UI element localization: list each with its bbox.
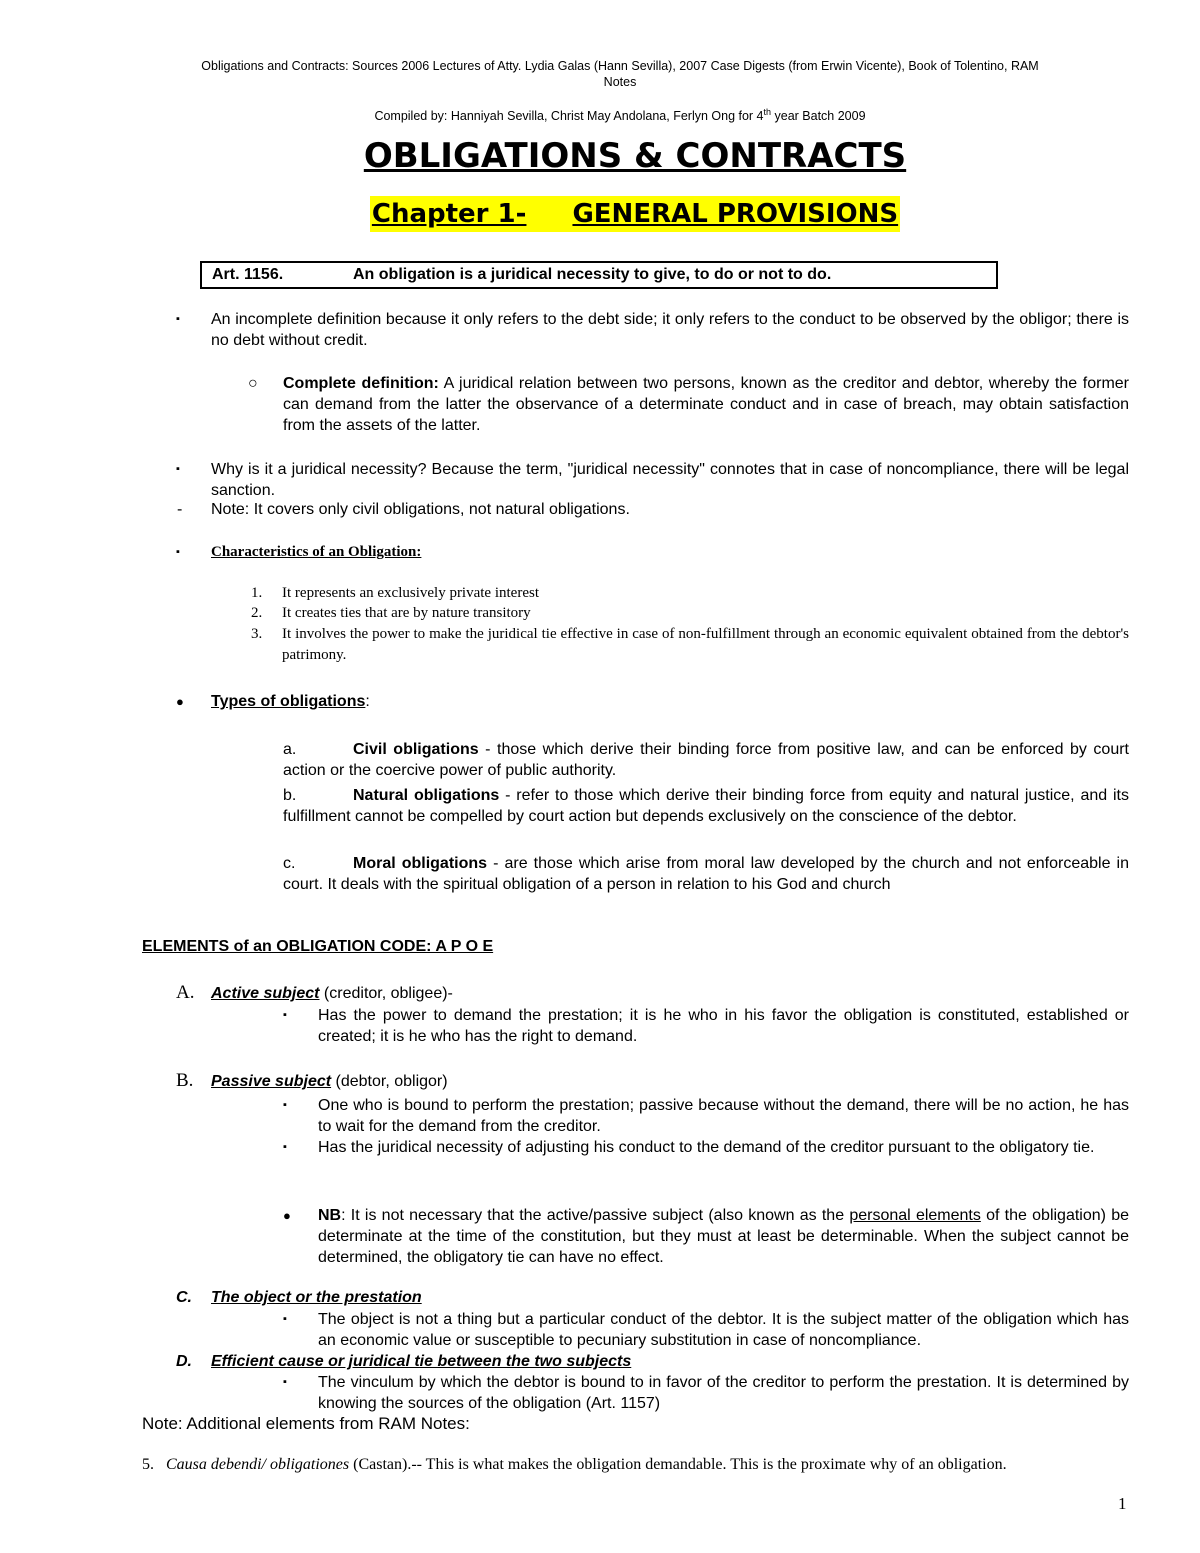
type-letter: a. (283, 741, 297, 758)
type-natural (283, 785, 1129, 827)
round-bullet-icon: ● (176, 694, 184, 709)
chapter-heading (0, 196, 1200, 232)
square-bullet-icon: ▪ (283, 1009, 287, 1021)
element-bullet-text: One who is bound to perform the prestation; passive because without the demand, there will be no action, he has to wait for the demand from the creditor. (318, 1097, 1129, 1135)
document-title: OBLIGATIONS & CONTRACTS (363, 136, 907, 176)
sources-line-1: Obligations and Contracts: Sources 2006 Lectures of Atty. Lydia Galas (Hann Sevilla), 2007 Case Digests (from Erwin Vicente), Book of Tolentino, RAM (201, 59, 1039, 73)
types-heading (211, 691, 370, 712)
note-civil-obligations: Note: It covers only civil obligations, not natural obligations. (211, 501, 630, 518)
element-letter: A. (176, 982, 195, 1003)
element-paren: (creditor, obligee)- (319, 985, 453, 1002)
list-item (251, 624, 262, 644)
list-item-number: 1. (251, 585, 263, 601)
element-letter: B. (176, 1070, 194, 1091)
element-paren: (debtor, obligor) (331, 1073, 448, 1090)
element-bullet-text: The vinculum by which the debtor is bound to in favor of the creditor to perform the prestation. It is determined by knowing the sources of the obligation (Art. 1157) (318, 1374, 1129, 1412)
complete-definition-text: A juridical relation between two persons, known as the creditor and debtor, whereby the former can demand from the latter the observance of a determinate conduct and in case of breach, may obtain satisfaction from the assets of the latter. (283, 375, 1130, 434)
elements-heading: ELEMENTS of an OBLIGATION CODE: A P O E (142, 938, 494, 955)
type-civil (283, 739, 1129, 781)
square-bullet-icon: ▪ (283, 1313, 287, 1325)
item-text: (Castan).-- This is what makes the obligation demandable. This is the proximate why of an obligation. (349, 1456, 1007, 1473)
characteristics-heading: Characteristics of an Obligation: (211, 544, 422, 560)
square-bullet-icon: ▪ (176, 546, 180, 558)
compiled-by-line (150, 104, 1090, 124)
element-active-subject (211, 983, 453, 1004)
element-object-label: The object or the prestation (211, 1289, 422, 1306)
types-heading-text: Types of obligations (211, 693, 366, 710)
nb-note (318, 1205, 1129, 1268)
types-heading-colon: : (365, 693, 370, 710)
list-item (251, 603, 262, 623)
note-dash: - (177, 501, 183, 518)
list-item-text: It involves the power to make the juridical tie effective in case of non-fulfillment through an economic equivalent obtained from the debtor's patrimony. (282, 626, 1129, 663)
square-bullet-icon: ▪ (176, 463, 180, 475)
element-bullet-text: Has the juridical necessity of adjusting his conduct to the demand of the creditor pursuant to the obligatory tie. (318, 1139, 1095, 1156)
element-bullet-text: The object is not a thing but a particular conduct of the debtor. It is the subject matter of the obligation which has an economic value or susceptible to pecuniary substitution in case of noncompliance. (318, 1311, 1129, 1349)
compiled-by-year: year Batch 2009 (771, 109, 866, 124)
list-item-text: It creates ties that are by nature transitory (282, 605, 531, 621)
compiled-by-text: Compiled by: Hanniyah Sevilla, Christ May Andolana, Ferlyn Ong for 4 (374, 109, 764, 124)
nb-text-rest: of the obligation) be determinate at the time of the constitution, but they must at least be determinable. When the subject cannot be determined, the obligatory tie can have no effect. (318, 1207, 1130, 1266)
type-label: Moral obligations (353, 855, 488, 872)
chapter-number: Chapter 1- (371, 199, 527, 229)
nb-text: : It is not necessary that the active/passive subject (also known as the (341, 1207, 850, 1224)
square-bullet-icon: ▪ (176, 313, 180, 325)
square-bullet-icon: ▪ (283, 1376, 287, 1388)
causa-debendi-item (142, 1454, 1007, 1475)
ram-notes-note: Note: Additional elements from RAM Notes: (142, 1414, 470, 1433)
incomplete-definition-text: An incomplete definition because it only refers to the debt side; it only refers to the conduct to be observed by the obligor; there is no debt without credit. (211, 311, 1129, 349)
type-letter: b. (283, 787, 297, 804)
sources-line-2: Notes (603, 75, 637, 89)
complete-definition (283, 373, 1129, 436)
item-label: Causa debendi/ obligationes (166, 1456, 350, 1473)
element-cause-label: Efficient cause or juridical tie between the two subjects (211, 1353, 632, 1370)
article-box (200, 261, 998, 289)
element-label: Active subject (211, 985, 320, 1002)
type-text: - those which derive their binding force from positive law, and can be enforced by court action or the coercive power of public authority. (283, 741, 1130, 779)
article-number: Art. 1156. (212, 266, 284, 283)
type-text: - are those which arise from moral law developed by the church and not enforceable in court. It deals with the spiritual obligation of a person in relation to his God and church (283, 855, 1129, 893)
juridical-necessity-text: Why is it a juridical necessity? Because the term, "juridical necessity" connotes that in case of noncompliance, there will be legal sanction. (211, 461, 1129, 499)
list-item-number: 2. (251, 605, 263, 621)
circle-bullet-icon: ○ (248, 375, 258, 392)
nb-personal-elements: personal elements (849, 1207, 981, 1224)
element-passive-subject (211, 1071, 448, 1092)
type-text: - refer to those which derive their binding force from equity and natural justice, and its fulfillment cannot be compelled by court action but depends exclusively on the conscience of the debtor. (283, 787, 1129, 825)
complete-definition-label: Complete definition: (283, 375, 439, 392)
element-letter: D. (176, 1353, 192, 1370)
square-bullet-icon: ▪ (283, 1141, 287, 1153)
article-text: An obligation is a juridical necessity to give, to do or not to do. (353, 266, 832, 283)
item-number: 5. (142, 1456, 154, 1473)
compiled-by-superscript: th (763, 107, 772, 117)
chapter-highlight (370, 196, 900, 232)
element-label: Passive subject (211, 1073, 332, 1090)
list-item-text: It represents an exclusively private interest (282, 585, 539, 601)
square-bullet-icon: ▪ (283, 1099, 287, 1111)
element-letter: C. (176, 1289, 192, 1306)
type-letter: c. (283, 855, 296, 872)
sources-line (150, 58, 1090, 90)
type-moral (283, 853, 1129, 895)
nb-label: NB (318, 1207, 342, 1224)
page-number: 1 (1118, 1494, 1127, 1513)
type-label: Civil obligations (353, 741, 479, 758)
element-bullet-text: Has the power to demand the prestation; it is he who in his favor the obligation is constituted, established or created; it is he who has the right to demand. (318, 1007, 1129, 1045)
chapter-name: GENERAL PROVISIONS (572, 199, 899, 229)
round-bullet-icon: ● (283, 1208, 291, 1223)
list-item (251, 583, 262, 603)
list-item-number: 3. (251, 626, 263, 642)
type-label: Natural obligations (353, 787, 500, 804)
